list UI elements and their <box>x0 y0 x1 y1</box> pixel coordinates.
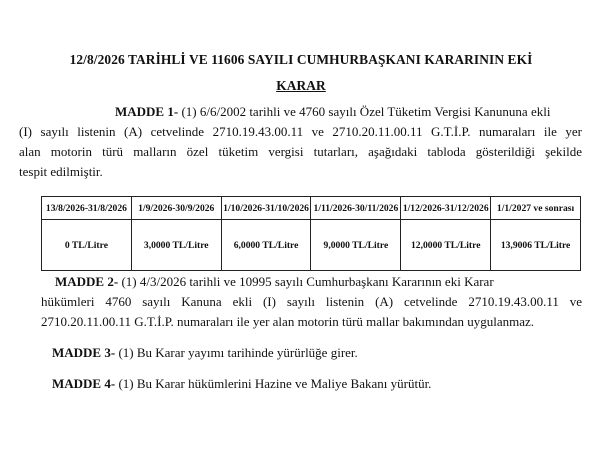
table-cell: 9,0000 TL/Litre <box>311 220 401 271</box>
table-header-cell: 1/9/2026-30/9/2026 <box>131 197 221 220</box>
article-3 <box>52 343 582 363</box>
table-header-row <box>42 197 581 220</box>
table-header-cell: 1/1/2027 ve sonrası <box>491 197 581 220</box>
article-2 <box>41 272 582 332</box>
article-2-line-3: 2710.20.11.00.11 G.T.İ.P. numaraları ile yer alan motorin türü mallar bakımından uygulanmaz. <box>41 314 535 329</box>
table-cell: 6,0000 TL/Litre <box>221 220 311 271</box>
table-header-cell: 13/8/2026-31/8/2026 <box>42 197 132 220</box>
table-row <box>42 220 581 271</box>
excise-rate-table <box>41 196 581 271</box>
article-2-line-2: hükümleri 4760 sayılı Kanuna ekli (I) sayılı listenin (A) cetvelinde 2710.19.43.00.11 ve <box>41 294 582 309</box>
article-4 <box>52 374 582 394</box>
article-1-text: (1) 6/6/2002 tarihli ve 4760 sayılı Özel Tüketim Vergisi Kanununa ekli <box>178 104 551 119</box>
document-heading: 12/8/2026 TARİHLİ VE 11606 SAYILI CUMHURBAŞKANI KARARININ EKİ <box>69 52 533 67</box>
document-subheading: KARAR <box>276 78 326 93</box>
article-4-label: MADDE 4- <box>52 376 116 391</box>
article-2-line-1 <box>41 272 582 292</box>
article-2-text: (1) 4/3/2026 tarihli ve 10995 sayılı Cumhurbaşkanı Kararının eki Karar <box>118 274 494 289</box>
article-1-line-2: (I) sayılı listenin (A) cetvelinde 2710.19.43.00.11 ve 2710.20.11.00.11 G.T.İ.P. numaraları ile yer <box>19 124 582 139</box>
article-3-text: (1) Bu Karar yayımı tarihinde yürürlüğe girer. <box>115 345 358 360</box>
article-1-label: MADDE 1- <box>115 104 179 119</box>
article-1-line-4: tespit edilmiştir. <box>19 164 103 179</box>
article-1-line-3: alan motorin türü malların özel tüketim vergisi tutarları, aşağıdaki tabloda gösterildiği şekilde <box>19 144 582 159</box>
table-header-cell: 1/10/2026-31/10/2026 <box>221 197 311 220</box>
table-cell: 13,9006 TL/Litre <box>491 220 581 271</box>
table-header-cell: 1/12/2026-31/12/2026 <box>401 197 491 220</box>
article-1 <box>19 102 582 182</box>
article-2-label: MADDE 2- <box>55 274 119 289</box>
table-cell: 0 TL/Litre <box>42 220 132 271</box>
article-1-line-1 <box>19 102 582 122</box>
table-header-cell: 1/11/2026-30/11/2026 <box>311 197 401 220</box>
article-4-text: (1) Bu Karar hükümlerini Hazine ve Maliye Bakanı yürütür. <box>115 376 432 391</box>
table-cell: 3,0000 TL/Litre <box>131 220 221 271</box>
table-cell: 12,0000 TL/Litre <box>401 220 491 271</box>
article-3-label: MADDE 3- <box>52 345 116 360</box>
